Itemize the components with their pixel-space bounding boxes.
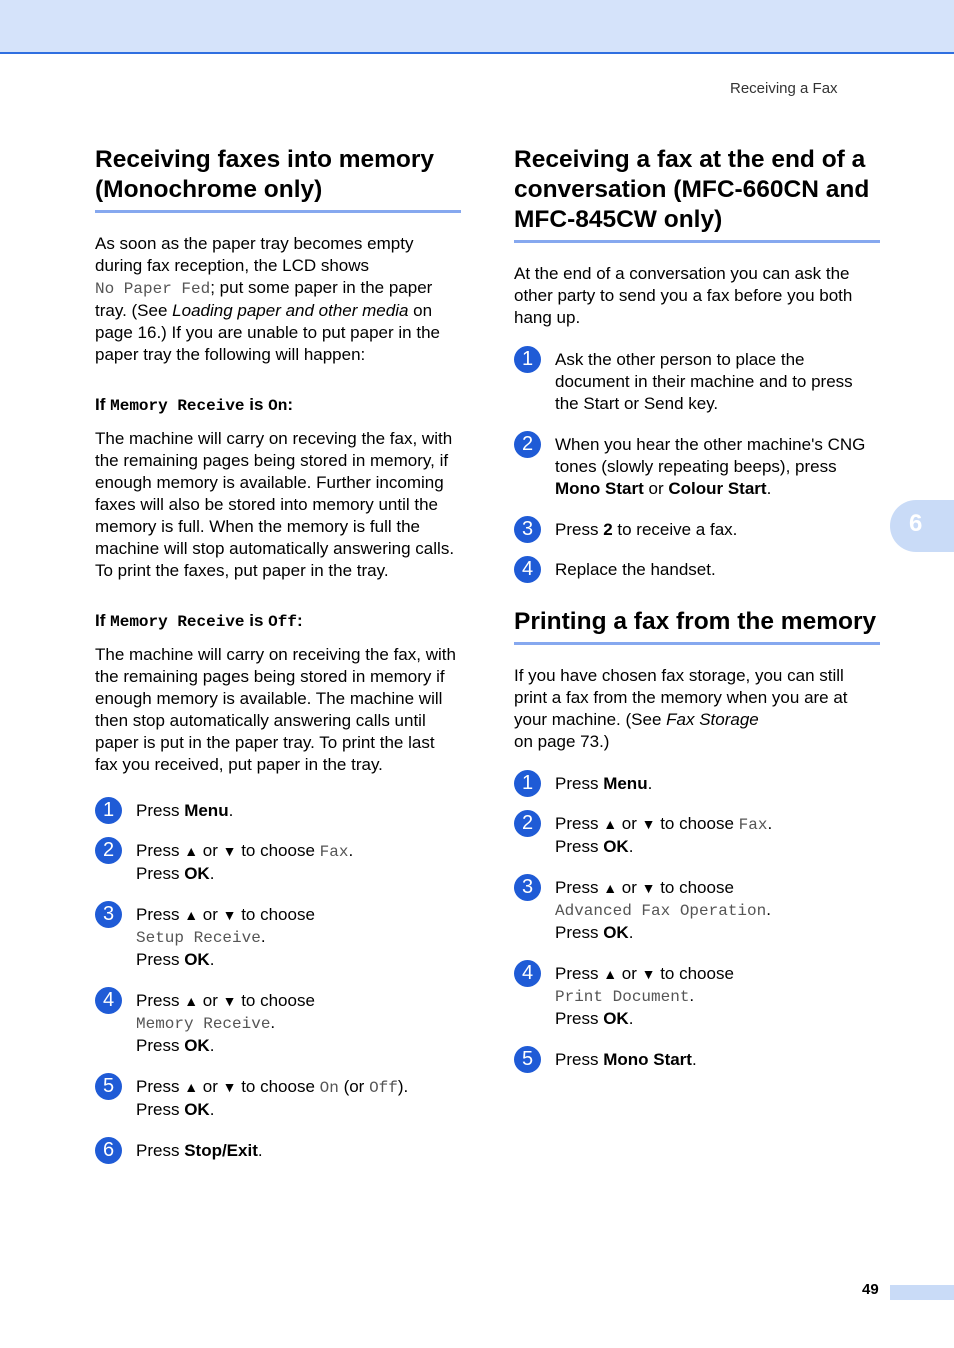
sub-if: If xyxy=(95,395,111,414)
menu-option: Fax xyxy=(319,843,349,861)
section-title-end-of-conversation: Receiving a fax at the end of a conversation (MFC-660CN and MFC-845CW only) xyxy=(514,145,880,243)
sub-colon: : xyxy=(287,395,294,414)
step-or: or xyxy=(198,841,223,860)
step-text: Press xyxy=(136,864,185,883)
step-text: When you hear the other machine's CNG tones (slowly repeating beeps), press xyxy=(555,435,866,476)
step-text: Press xyxy=(136,1141,185,1160)
print-steps xyxy=(514,773,880,1071)
menu-option: Print Document xyxy=(555,988,690,1006)
down-arrow-icon: ▼ xyxy=(222,1079,237,1095)
step-end: . xyxy=(628,923,634,942)
key-label: Stop/Exit xyxy=(184,1141,258,1160)
step-2 xyxy=(514,813,880,858)
step-end: . xyxy=(689,986,695,1005)
step-number: 6 xyxy=(95,1137,122,1164)
menu-option: Off xyxy=(369,1079,398,1097)
key-label: OK xyxy=(184,1036,210,1055)
step-text: to receive a fax. xyxy=(612,520,738,539)
key-label: Colour Start xyxy=(668,479,767,498)
step-or: (or xyxy=(338,1077,370,1096)
key-label: OK xyxy=(603,837,629,856)
key-label: 2 xyxy=(603,520,613,539)
step-choose: to choose xyxy=(236,905,315,924)
step-choose: to choose xyxy=(236,841,320,860)
step-text: Press xyxy=(136,801,185,820)
step-end: . xyxy=(260,927,266,946)
step-text: Press xyxy=(136,1100,185,1119)
sub-colon: : xyxy=(296,611,303,630)
step-choose: to choose xyxy=(236,1077,320,1096)
step-1 xyxy=(514,773,880,795)
down-arrow-icon: ▼ xyxy=(222,993,237,1009)
step-text: Press xyxy=(136,950,185,969)
step-end: . xyxy=(228,801,234,820)
step-end: . xyxy=(647,774,653,793)
conversation-steps xyxy=(514,349,880,581)
cross-reference: Loading paper and other media xyxy=(172,301,409,320)
step-1 xyxy=(95,800,461,822)
step-number: 2 xyxy=(95,837,122,864)
down-arrow-icon: ▼ xyxy=(641,880,656,896)
step-text: Press xyxy=(555,837,604,856)
page-number: 49 xyxy=(862,1281,879,1298)
step-end: . xyxy=(348,841,354,860)
step-choose: to choose xyxy=(236,991,315,1010)
step-number: 2 xyxy=(514,431,541,458)
step-text: Press xyxy=(136,1036,185,1055)
sub-if: If xyxy=(95,611,111,630)
subheading-memory-off xyxy=(95,610,461,633)
memory-on-paragraph: The machine will carry on receving the fax, with the remaining pages being stored in memory, if enough memory is available. Further incoming faxes will also be stored into memory until the memory is full. When the memory is full the machine will stop automatically answering calls. To print the faxes, put paper in the tray. xyxy=(95,429,455,580)
step-5 xyxy=(95,1076,461,1121)
step-end: . xyxy=(209,1100,215,1119)
up-arrow-icon: ▲ xyxy=(603,966,618,982)
step-or: or xyxy=(617,964,642,983)
step-4 xyxy=(514,559,880,581)
sub-is: is xyxy=(244,395,269,414)
running-head: Receiving a Fax xyxy=(730,80,838,97)
step-4 xyxy=(95,990,461,1057)
step-text: Press xyxy=(555,774,604,793)
menu-option: Memory Receive xyxy=(136,1015,271,1033)
menu-option: On xyxy=(319,1079,339,1097)
step-or: or xyxy=(643,479,669,498)
down-arrow-icon: ▼ xyxy=(641,966,656,982)
key-label: Mono Start xyxy=(603,1050,692,1069)
header-band xyxy=(0,0,954,54)
intro-text-2: on page 73.) xyxy=(514,732,610,751)
step-number: 1 xyxy=(514,770,541,797)
step-or: or xyxy=(617,878,642,897)
step-text: Press xyxy=(555,923,604,942)
step-end: . xyxy=(766,900,771,919)
up-arrow-icon: ▲ xyxy=(603,816,618,832)
intro-text-3: on page 16.) If you are unable to put paper in the paper tray the following will happen: xyxy=(95,301,440,364)
step-text: Press xyxy=(555,878,604,897)
step-text: Press xyxy=(555,964,604,983)
chapter-number: 6 xyxy=(909,510,923,537)
up-arrow-icon: ▲ xyxy=(184,1079,199,1095)
step-3 xyxy=(95,904,461,971)
cross-reference: Fax Storage xyxy=(666,710,759,729)
sub-value: Off xyxy=(268,613,297,631)
step-2 xyxy=(95,840,461,885)
step-text: Press xyxy=(136,991,185,1010)
up-arrow-icon: ▲ xyxy=(184,993,199,1009)
chapter-tab xyxy=(890,500,954,552)
step-4 xyxy=(514,963,880,1030)
step-text: Press xyxy=(136,1077,185,1096)
step-or: or xyxy=(617,814,642,833)
step-number: 3 xyxy=(514,516,541,543)
right-column xyxy=(514,145,880,1071)
step-text: Ask the other person to place the document in their machine and to press the Start or Send key. xyxy=(555,350,853,413)
step-text: Replace the handset. xyxy=(555,560,716,579)
step-or: or xyxy=(198,991,223,1010)
step-end: . xyxy=(691,1050,697,1069)
step-number: 3 xyxy=(95,901,122,928)
sub-setting: Memory Receive xyxy=(110,397,245,415)
down-arrow-icon: ▼ xyxy=(222,843,237,859)
lcd-message: No Paper Fed xyxy=(95,280,211,298)
footer-tab xyxy=(890,1285,954,1300)
step-3 xyxy=(514,519,880,541)
sub-setting: Memory Receive xyxy=(110,613,245,631)
left-steps xyxy=(95,800,461,1162)
step-end: . xyxy=(628,1009,634,1028)
step-or: or xyxy=(198,905,223,924)
subheading-memory-on xyxy=(95,394,461,417)
up-arrow-icon: ▲ xyxy=(184,907,199,923)
step-end: . xyxy=(766,479,772,498)
down-arrow-icon: ▼ xyxy=(222,907,237,923)
step-1 xyxy=(514,349,880,415)
step-end: ). xyxy=(397,1077,409,1096)
section-title-memory-receive: Receiving faxes into memory (Monochrome only) xyxy=(95,145,461,213)
step-number: 4 xyxy=(514,556,541,583)
key-label: OK xyxy=(184,1100,210,1119)
step-choose: to choose xyxy=(655,964,734,983)
step-number: 1 xyxy=(514,346,541,373)
step-text: Press xyxy=(555,814,604,833)
step-text: Press xyxy=(555,1009,604,1028)
step-5 xyxy=(514,1049,880,1071)
step-number: 4 xyxy=(514,960,541,987)
step-2 xyxy=(514,434,880,500)
key-label: Menu xyxy=(184,801,229,820)
step-choose: to choose xyxy=(655,814,739,833)
conversation-intro: At the end of a conversation you can ask the other party to send you a fax before you both hang up. xyxy=(514,264,853,327)
intro-text-2: ; put some paper in the paper tray. (See xyxy=(95,278,433,320)
step-3 xyxy=(514,877,880,944)
step-number: 5 xyxy=(514,1046,541,1073)
step-text: Press xyxy=(136,841,185,860)
step-text: Press xyxy=(555,1050,604,1069)
step-number: 2 xyxy=(514,810,541,837)
step-number: 4 xyxy=(95,987,122,1014)
step-text: Press xyxy=(136,905,185,924)
key-label: OK xyxy=(184,950,210,969)
menu-option: Fax xyxy=(738,816,768,834)
print-intro xyxy=(514,665,880,753)
memory-off-paragraph: The machine will carry on receiving the fax, with the remaining pages being stored in memory if enough memory is available. The machine will then stop automatically answering calls until paper is put in the paper tray. To print the last fax you received, put paper in the tray. xyxy=(95,645,456,774)
key-label: OK xyxy=(603,923,629,942)
section-title-print-from-memory: Printing a fax from the memory xyxy=(514,607,880,645)
step-end: . xyxy=(209,864,215,883)
step-6 xyxy=(95,1140,461,1162)
up-arrow-icon: ▲ xyxy=(603,880,618,896)
step-end: . xyxy=(628,837,634,856)
key-label: OK xyxy=(184,864,210,883)
down-arrow-icon: ▼ xyxy=(641,816,656,832)
key-label: OK xyxy=(603,1009,629,1028)
key-label: Menu xyxy=(603,774,648,793)
sub-value: On xyxy=(268,397,288,415)
step-end: . xyxy=(209,1036,215,1055)
step-number: 3 xyxy=(514,874,541,901)
left-column xyxy=(95,145,461,1162)
step-or: or xyxy=(198,1077,223,1096)
step-end: . xyxy=(270,1013,276,1032)
step-text: Press xyxy=(555,520,604,539)
intro-text: If you have chosen fax storage, you can still print a fax from the memory when you are at your machine. (See xyxy=(514,666,848,729)
up-arrow-icon: ▲ xyxy=(184,843,199,859)
sub-is: is xyxy=(244,611,269,630)
step-choose: to choose xyxy=(655,878,734,897)
step-end: . xyxy=(767,814,773,833)
step-number: 1 xyxy=(95,797,122,824)
menu-option: Advanced Fax Operation xyxy=(555,902,767,920)
menu-option: Setup Receive xyxy=(136,929,261,947)
step-end: . xyxy=(209,950,215,969)
step-end: . xyxy=(257,1141,263,1160)
step-number: 5 xyxy=(95,1073,122,1100)
intro-text: As soon as the paper tray becomes empty during fax reception, the LCD shows xyxy=(95,234,414,275)
intro-paragraph xyxy=(95,233,461,366)
key-label: Mono Start xyxy=(555,479,644,498)
